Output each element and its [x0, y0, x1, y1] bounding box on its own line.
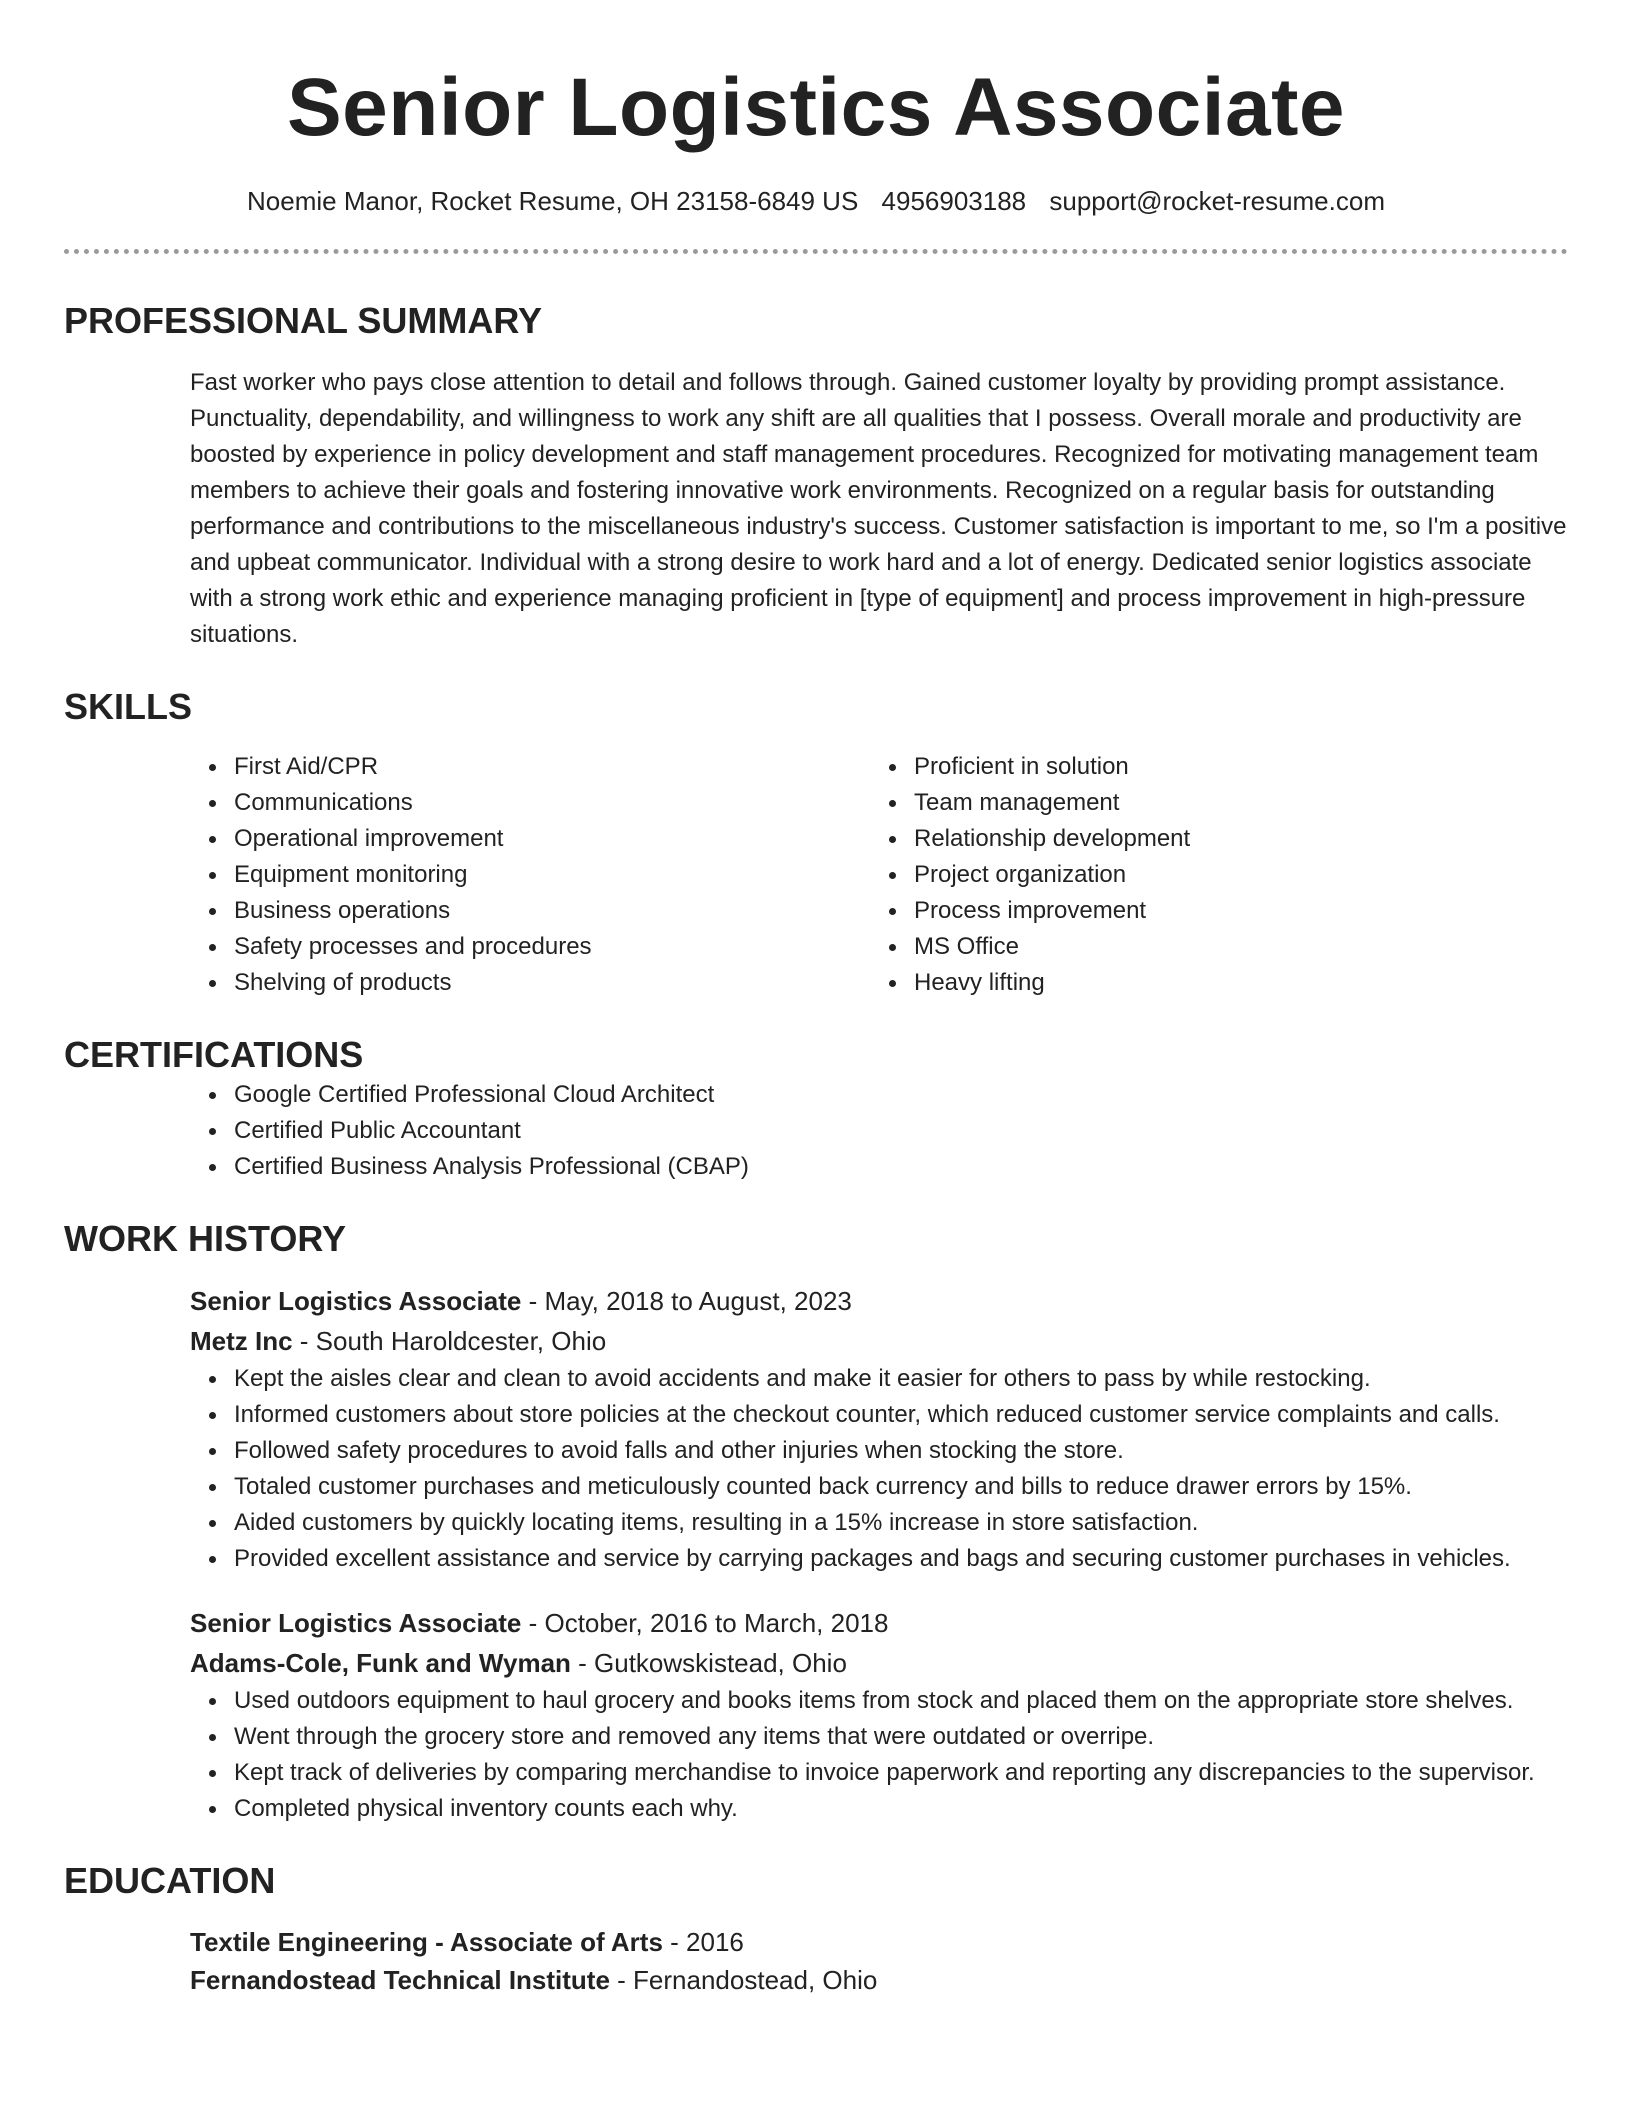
skill-item: Team management	[914, 785, 1190, 821]
job-duty: Kept track of deliveries by comparing merchandise to invoice paperwork and reporting any discrepancies to the supervisor.	[234, 1755, 1568, 1791]
resume-title: Senior Logistics Associate	[286, 62, 1346, 153]
job-dates: - October, 2016 to March, 2018	[521, 1608, 889, 1638]
job-duty: Totaled customer purchases and meticulously counted back currency and bills to reduce drawer errors by 15%.	[234, 1469, 1568, 1505]
contact-address: Noemie Manor, Rocket Resume, OH 23158-6849 US	[247, 186, 859, 216]
education-location: - Fernandostead, Ohio	[609, 1965, 878, 1995]
job-duty: Informed customers about store policies at the checkout counter, which reduced customer service complaints and calls.	[234, 1397, 1568, 1433]
skills-column-2	[744, 749, 1190, 1001]
section-title-education: EDUCATION	[64, 1860, 276, 1901]
job-duty: Aided customers by quickly locating items, resulting in a 15% increase in store satisfaction.	[234, 1505, 1568, 1541]
section-title-skills: SKILLS	[64, 686, 193, 727]
job-duty: Kept the aisles clear and clean to avoid accidents and make it easier for others to pass by while restocking.	[234, 1361, 1568, 1397]
section-title-summary: PROFESSIONAL SUMMARY	[64, 300, 543, 341]
job-duty: Completed physical inventory counts each why.	[234, 1791, 1568, 1827]
contact-line	[64, 184, 1568, 218]
education-entry	[190, 1923, 1568, 1999]
summary-text: Fast worker who pays close attention to detail and follows through. Gained customer loyalty by providing prompt assistance. Punctuality, dependability, and willingness to work any shift are all qualities that I possess. Overall morale and productivity are boosted by experience in policy development and staff management procedures. Recognized for motivating management team members to achieve their goals and fostering innovative work environments. Recognized on a regular basis for outstanding performance and contributions to the miscellaneous industry's success. Customer satisfaction is important to me, so I'm a positive and upbeat communicator. Individual with a strong desire to work hard and a lot of energy. Dedicated senior logistics associate with a strong work ethic and experience managing proficient in [type of equipment] and process improvement in high-pressure situations.	[190, 369, 1567, 648]
skill-item: Shelving of products	[234, 965, 744, 1001]
job-header	[190, 1603, 1568, 1683]
job-duty: Provided excellent assistance and service by carrying packages and bags and securing customer purchases in vehicles.	[234, 1541, 1568, 1577]
contact-email: support@rocket-resume.com	[1049, 186, 1385, 216]
skill-item: Project organization	[914, 857, 1190, 893]
job-company: Adams-Cole, Funk and Wyman	[190, 1648, 571, 1678]
education-year: - 2016	[662, 1927, 744, 1957]
job-duty: Went through the grocery store and removed any items that were outdated or overripe.	[234, 1719, 1568, 1755]
job-role-line	[190, 1281, 1568, 1321]
education-school: Fernandostead Technical Institute	[190, 1965, 610, 1995]
certification-item: Certified Public Accountant	[234, 1113, 1568, 1149]
job-duties-list	[64, 1361, 1568, 1577]
job-duty: Used outdoors equipment to haul grocery and books items from stock and placed them on the appropriate store shelves.	[234, 1683, 1568, 1719]
job-company-line	[190, 1643, 1568, 1683]
job-role: Senior Logistics Associate	[190, 1608, 522, 1638]
skill-item: Equipment monitoring	[234, 857, 744, 893]
skill-item: Operational improvement	[234, 821, 744, 857]
section-title-certifications: CERTIFICATIONS	[64, 1034, 364, 1075]
job-duty: Followed safety procedures to avoid falls and other injuries when stocking the store.	[234, 1433, 1568, 1469]
skill-item: Relationship development	[914, 821, 1190, 857]
job-location: - Gutkowskistead, Ohio	[570, 1648, 847, 1678]
skill-item: Proficient in solution	[914, 749, 1190, 785]
skill-item: Business operations	[234, 893, 744, 929]
skill-item: MS Office	[914, 929, 1190, 965]
job-company: Metz Inc	[190, 1326, 293, 1356]
certification-item: Google Certified Professional Cloud Architect	[234, 1077, 1568, 1113]
education-degree: Textile Engineering - Associate of Arts	[190, 1927, 663, 1957]
skill-item: First Aid/CPR	[234, 749, 744, 785]
certifications-list	[64, 1077, 1568, 1185]
skills-list	[64, 749, 1568, 1001]
skill-item: Communications	[234, 785, 744, 821]
contact-phone: 4956903188	[881, 186, 1027, 216]
job-location: - South Haroldcester, Ohio	[292, 1326, 607, 1356]
job-header	[190, 1281, 1568, 1361]
section-title-work-history: WORK HISTORY	[64, 1218, 347, 1259]
skills-column-1	[64, 749, 744, 1001]
education-degree-line	[190, 1923, 1568, 1961]
job-dates: - May, 2018 to August, 2023	[521, 1286, 852, 1316]
header-divider	[64, 249, 1568, 254]
skill-item: Safety processes and procedures	[234, 929, 744, 965]
skill-item: Process improvement	[914, 893, 1190, 929]
job-role: Senior Logistics Associate	[190, 1286, 522, 1316]
education-school-line	[190, 1961, 1568, 1999]
job-company-line	[190, 1321, 1568, 1361]
certification-item: Certified Business Analysis Professional (CBAP)	[234, 1149, 1568, 1185]
job-role-line	[190, 1603, 1568, 1643]
job-duties-list	[64, 1683, 1568, 1827]
skill-item: Heavy lifting	[914, 965, 1190, 1001]
